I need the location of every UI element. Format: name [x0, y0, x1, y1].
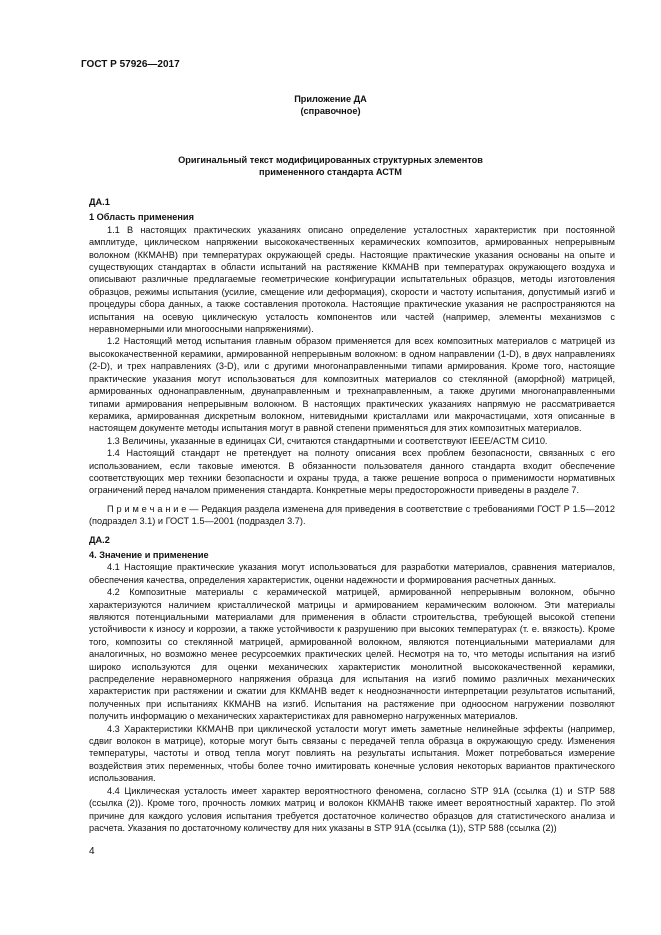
paragraph-1-3: 1.3 Величины, указанные в единицах СИ, считаются стандартными и соответствуют IEEE/ACTM СИ10.	[107, 435, 548, 446]
paragraph-1-4: 1.4 Настоящий стандарт не претендует на полноту описания всех проблем безопасности, связанных с его использованием, если таковые имеются. В обязанности пользователя данного стандарта входит обеспечение соответствующих мер техники безопасности и охраны труда, а также решение вопроса о применимости нормативных ограничений перед началом применения стандарта. Конкретные меры предосторожности приведены в разделе 7.	[89, 448, 615, 496]
annex-subtitle: (справочное)	[300, 106, 361, 116]
annex-title: Приложение ДА	[294, 94, 367, 104]
paragraph-4-1: 4.1 Настоящие практические указания могут использоваться для разработки материалов, сравнения материалов, обеспечения качества, определения характеристик, оценки надежности и формирования расчетных данных.	[89, 562, 615, 585]
annex-heading-line1: Оригинальный текст модифицированных структурных элементов	[178, 155, 483, 165]
paragraph-1-1: 1.1 В настоящих практических указаниях описано определение усталостных характеристик при постоянной амплитуде, циклическом напряжении высококачественных керамических композитов, армированных непрерывным волокном (ККМАНВ) при температурах окружающей среды. Настоящие практические указания основаны на опыте и существующих стандартах в области испытаний на растяжение ККМАНВ при температурах окружающего воздуха и описывают различные предлагаемые геометрические конфигурации испытательных образцов, методы изготовления образцов, режимы испытания (усилие, смещение или деформация), скорости и частоту испытания, допустимый изгиб и процедуры сбора данных, а также составления протокола. Настоящие практические указания не распространяются на испытания на осевую циклическую усталость компонентов или частей (например, элементы механизмов с неравномерными или многоосными напряжениями).	[89, 224, 615, 335]
page-number: 4	[89, 846, 95, 857]
section-label-da2: ДА.2	[89, 534, 110, 545]
section-label-da1: ДА.1	[89, 197, 110, 207]
paragraph-4-2: 4.2 Композитные материалы с керамической матрицей, армированной непрерывным волокном, обычно характеризуются наличием кристаллической матрицы и армированием керамическим волокном. Эти материалы являются потенциальными материалами для применения в области строительства, требующей высокой степени устойчивости к износу и коррозии, а также устойчивости к разрушению при высоких температурах (т. е. вязкость). Кроме того, композиты со стеклянной матрицей, армированной волокном, являются потенциальными материалами для аналогичных, но возможно менее ресурсоемких практических целей. Несмотря на то, что методы испытания на изгиб широко используются для оценки механических характеристик монолитной высококачественной керамики, распределение неравномерного напряжения образца для испытания на изгиб помимо различных механических характеристик при растяжении и сжатии для ККМАНВ ведет к неоднозначности интерпретации результатов испытаний, полученных при испытаниях ККМАНВ на изгиб. Испытания на растяжение при одноосном нагружении позволяют получить информацию о механических характеристиках для равномерно нагруженных материалов.	[89, 587, 615, 722]
section-title-scope: 1 Область применения	[89, 212, 194, 223]
document-body	[89, 196, 615, 834]
document-header: ГОСТ Р 57926—2017	[81, 59, 180, 70]
paragraph-1-2: 1.2 Настоящий метод испытания главным образом применяется для всех композитных материалов с матрицей из высококачественной керамики, армированной непрерывным волокном: в одном направлении (1-D), в двух направлениях (2-D), и трех направлениях (3-D), или с другими многонаправленными типами армирования. Кроме того, настоящие практические указания могут использоваться для композитных материалов со стеклянной (аморфной) матрицей, армированных однонаправленным, двунаправленным и трехнаправленным, а также другими многонаправленными типами армирования непрерывным волокном. В настоящих практических указаниях напрямую не рассматривается керамика, армированная дискретным волокном, нитевидными кристаллами или макрочастицами, хотя описанные в настоящем документе методы испытания могут в равной степени применяться для этих композитных материалов.	[89, 336, 615, 434]
note-paragraph: П р и м е ч а н и е — Редакция раздела изменена для приведения в соответствие с требованиями ГОСТ Р 1.5—2012 (подраздел 3.1) и ГОСТ 1.5—2001 (подраздел 3.7).	[89, 503, 615, 527]
paragraph-4-3: 4.3 Характеристики ККМАНВ при циклической усталости могут иметь заметные нелинейные эффекты (например, сдвиг волокон в матрице), которые могут быть связаны с передачей тепла образца в окружающую среду. Изменения температуры, частоты и отвод тепла могут повлиять на результаты испытания. Может потребоваться измерение воздействия этих переменных, чтобы более точно имитировать конечные условия некоторых вариантов практического использования.	[89, 723, 615, 784]
annex-heading-line2: примененного стандарта АСТМ	[259, 167, 402, 177]
section-title-significance: 4. Значение и применение	[89, 549, 209, 560]
paragraph-4-4: 4.4 Циклическая усталость имеет характер вероятностного феномена, согласно STP 91A (ссылка (1) и STP 588 (ссылка (2)). Кроме того, прочность ломких матриц и волокон ККМАНВ также имеет вероятностный характер. По этой причине для каждого условия испытания требуется достаточное количество образцов для статистического анализа и расчета. Указания по достаточному количеству для них указаны в STP 91A (ссылка (1)), STP 588 (ссылка (2))	[89, 785, 615, 833]
